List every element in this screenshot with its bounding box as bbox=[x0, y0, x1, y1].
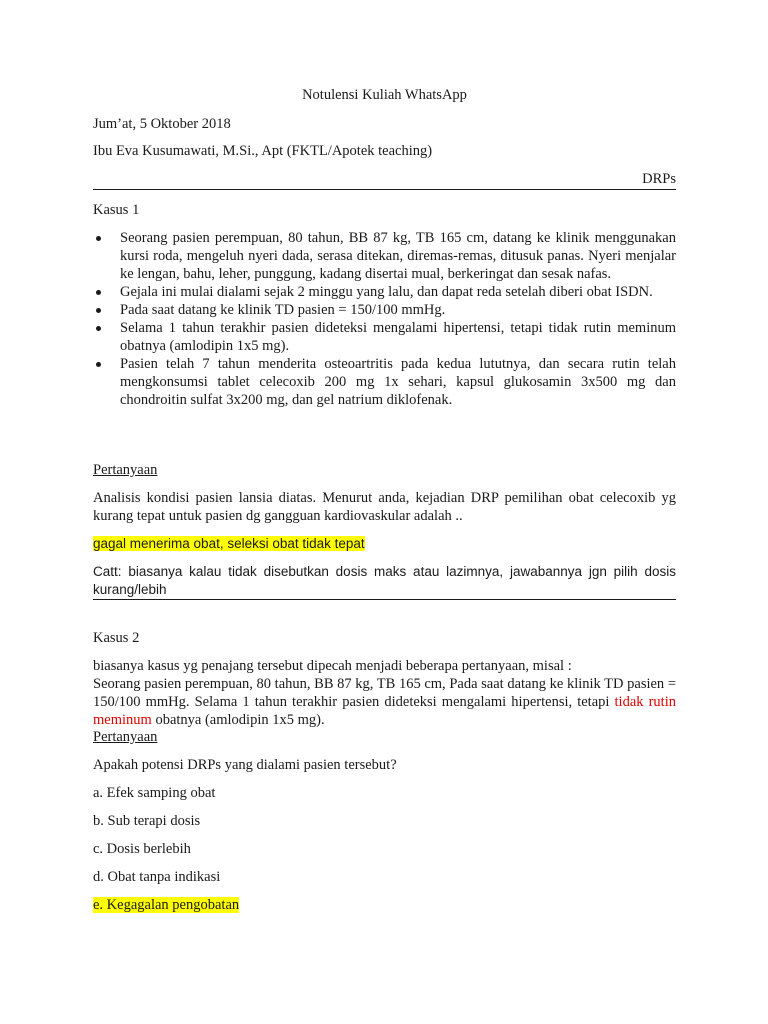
bullet-icon bbox=[96, 236, 101, 241]
header-divider bbox=[93, 189, 676, 190]
case1-bullet-list bbox=[93, 229, 676, 409]
case2-heading: Kasus 2 bbox=[93, 630, 140, 646]
lecture-speaker: Ibu Eva Kusumawati, M.Si., Apt (FKTL/Apotek teaching) bbox=[93, 143, 433, 159]
list-item: Selama 1 tahun terakhir pasien dideteksi mengalami hipertensi, tetapi tidak rutin meminum obatnya (amlodipin 1x5 mg). bbox=[93, 319, 676, 355]
case2-emphasis: tidak rutin meminum bbox=[93, 694, 676, 728]
bullet-icon bbox=[96, 326, 101, 331]
lecture-topic: DRPs bbox=[642, 171, 676, 187]
bullet-icon bbox=[96, 362, 101, 367]
case1-answer: gagal menerima obat, seleksi obat tidak tepat bbox=[93, 536, 365, 551]
case1-question-label: Pertanyaan bbox=[93, 462, 158, 478]
option-b: b. Sub terapi dosis bbox=[93, 813, 201, 829]
case1-question: Analisis kondisi pasien lansia diatas. Menurut anda, kejadian DRP pemilihan obat celecoxib yg kurang tepat untuk pasien dg gangguan kardiovaskular adalah .. bbox=[93, 490, 676, 524]
lecture-date: Jum’at, 5 Oktober 2018 bbox=[93, 116, 231, 132]
bullet-icon bbox=[96, 308, 101, 313]
option-d: d. Obat tanpa indikasi bbox=[93, 869, 221, 885]
list-item: Pada saat datang ke klinik TD pasien = 150/100 mmHg. bbox=[93, 301, 676, 319]
option-c: c. Dosis berlebih bbox=[93, 841, 191, 857]
case1-heading: Kasus 1 bbox=[93, 202, 140, 218]
case2-question: Apakah potensi DRPs yang dialami pasien tersebut? bbox=[93, 757, 397, 773]
option-e-answer: e. Kegagalan pengobatan bbox=[93, 897, 240, 913]
case1-note: Catt: biasanya kalau tidak disebutkan dosis maks atau lazimnya, jawabannya jgn pilih dosis kurang/lebih bbox=[93, 564, 676, 597]
list-item: Seorang pasien perempuan, 80 tahun, BB 87 kg, TB 165 cm, datang ke klinik menggunakan kursi roda, mengeluh nyeri dada, serasa ditekan, diremas-remas, ditusuk panas. Nyeri menjalar ke lengan, bahu, leher, punggung, kadang disertai mual, berkeringat dan sesak nafas. bbox=[93, 229, 676, 283]
option-a: a. Efek samping obat bbox=[93, 785, 216, 801]
list-item: Pasien telah 7 tahun menderita osteoartritis pada kedua lututnya, dan secara rutin telah mengkonsumsi tablet celecoxib 200 mg 1x sehari, kapsul glukosamin 3x500 mg dan chondroitin sulfat 3x200 mg, dan gel natrium diklofenak. bbox=[93, 355, 676, 409]
case2-question-label: Pertanyaan bbox=[93, 729, 158, 745]
case2-intro: biasanya kasus yg penajang tersebut dipecah menjadi beberapa pertanyaan, misal : bbox=[93, 658, 572, 674]
list-item: Gejala ini mulai dialami sejak 2 minggu yang lalu, dan dapat reda setelah diberi obat ISDN. bbox=[93, 283, 676, 301]
case2-description: Seorang pasien perempuan, 80 tahun, BB 87 kg, TB 165 cm, Pada saat datang ke klinik TD pasien = 150/100 mmHg. Selama 1 tahun terakhir pasien dideteksi mengalami hipertensi, tetapi tidak rutin meminum obatnya (amlodipin 1x5 mg). bbox=[93, 676, 676, 728]
bullet-icon bbox=[96, 290, 101, 295]
case1-divider bbox=[93, 599, 676, 600]
document-title: Notulensi Kuliah WhatsApp bbox=[302, 87, 467, 103]
